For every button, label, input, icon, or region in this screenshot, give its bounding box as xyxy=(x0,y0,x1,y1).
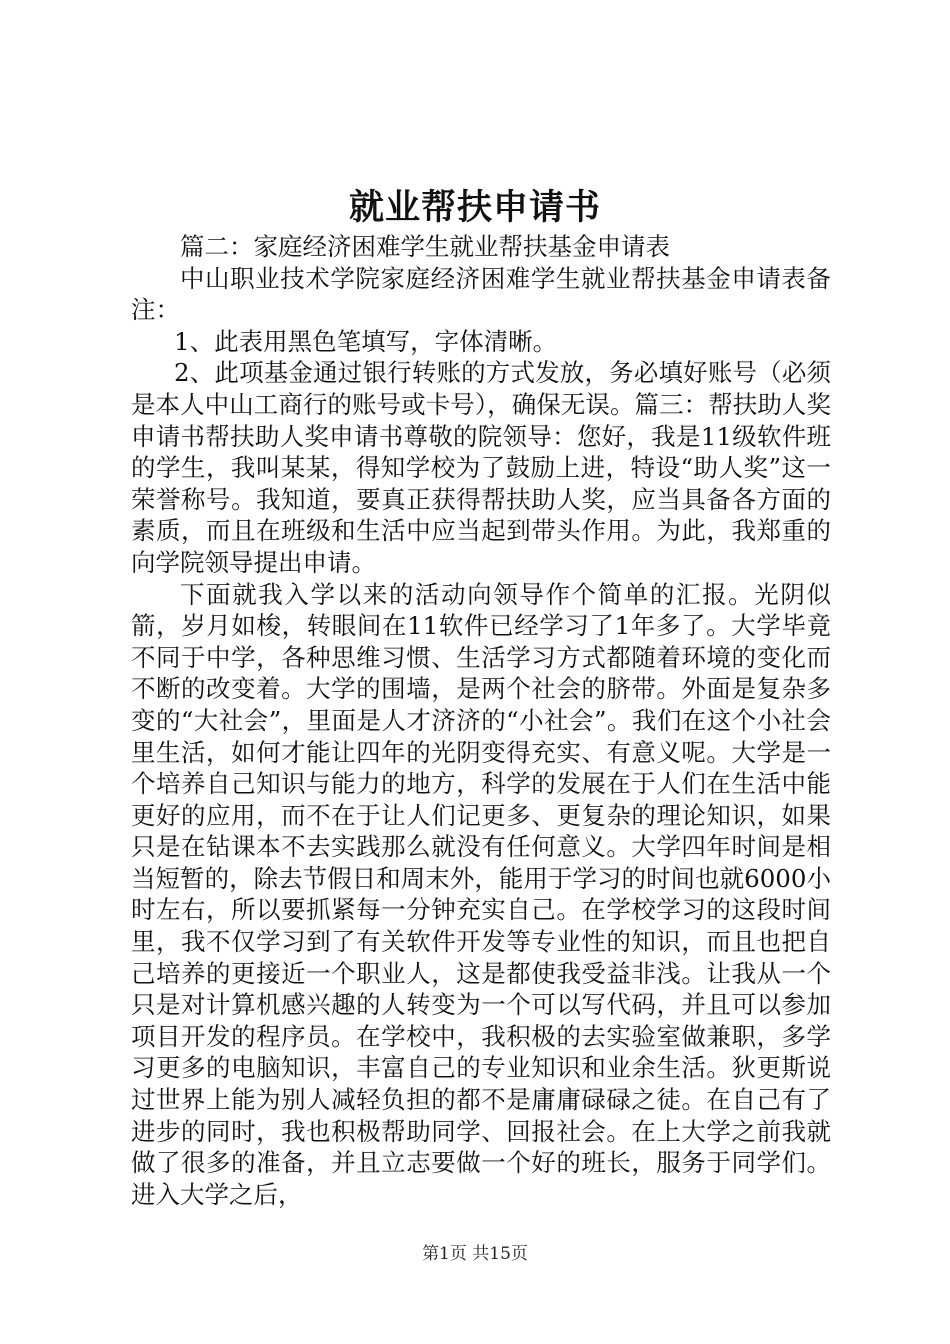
page-footer xyxy=(0,1242,950,1266)
paragraph-5: 下面就我入学以来的活动向领导作个简单的汇报。光阴似箭，岁月如梭，转眼间在11软件已经学习了1年多了。大学毕竟不同于中学，各种思维习惯、生活学习方式都随着环境的变化而不断的改变着。大学的围墙，是两个社会的脐带。外面是复杂多变的“大社会”，里面是人才济济的“小社会”。我们在这个小社会里生活，如何才能让四年的光阴变得充实、有意义呢。大学是一个培养自己知识与能力的地方，科学的发展在于人们在生活中能更好的应用，而不在于让人们记更多、更复杂的理论知识，如果只是在钻课本不去实践那么就没有任何意义。大学四年时间是相当短暂的，除去节假日和周末外，能用于学习的时间也就6000小时左右，所以要抓紧每一分钟充实自己。在学校学习的这段时间里，我不仅学习到了有关软件开发等专业性的知识，而且也把自己培养的更接近一个职业人，这是都使我受益非浅。让我从一个只是对计算机感兴趣的人转变为一个可以写代码，并且可以参加项目开发的程序员。在学校中，我积极的去实验室做兼职，多学习更多的电脑知识，丰富自己的专业知识和业余生活。狄更斯说过世界上能为别人减轻负担的都不是庸庸碌碌之徒。在自己有了进步的同时，我也积极帮助同学、回报社会。在上大学之前我就做了很多的准备，并且立志要做一个好的班长，服务于同学们。进入大学之后， xyxy=(131,579,831,1209)
paragraph-4: 2、此项基金通过银行转账的方式发放，务必填好账号（必须是本人中山工商行的账号或卡号），确保无误。篇三：帮扶助人奖申请书帮扶助人奖申请书尊敬的院领导：您好，我是11级软件班的学生，我叫某某，得知学校为了鼓励上进，特设“助人奖”这一荣誉称号。我知道，要真正获得帮扶助人奖，应当具备各方面的素质，而且在班级和生活中应当起到带头作用。为此，我郑重的向学院领导提出申请。 xyxy=(131,358,831,577)
document-body xyxy=(131,231,831,1210)
paragraph-2: 中山职业技术学院家庭经济困难学生就业帮扶基金申请表备注： xyxy=(131,263,831,325)
page-number-text: 第1页 共15页 xyxy=(422,1244,528,1264)
document-title: 就业帮扶申请书 xyxy=(348,187,601,228)
paragraph-1: 篇二：家庭经济困难学生就业帮扶基金申请表 xyxy=(180,232,670,261)
paragraph-3: 1、此表用黑色笔填写，字体清晰。 xyxy=(174,326,558,356)
